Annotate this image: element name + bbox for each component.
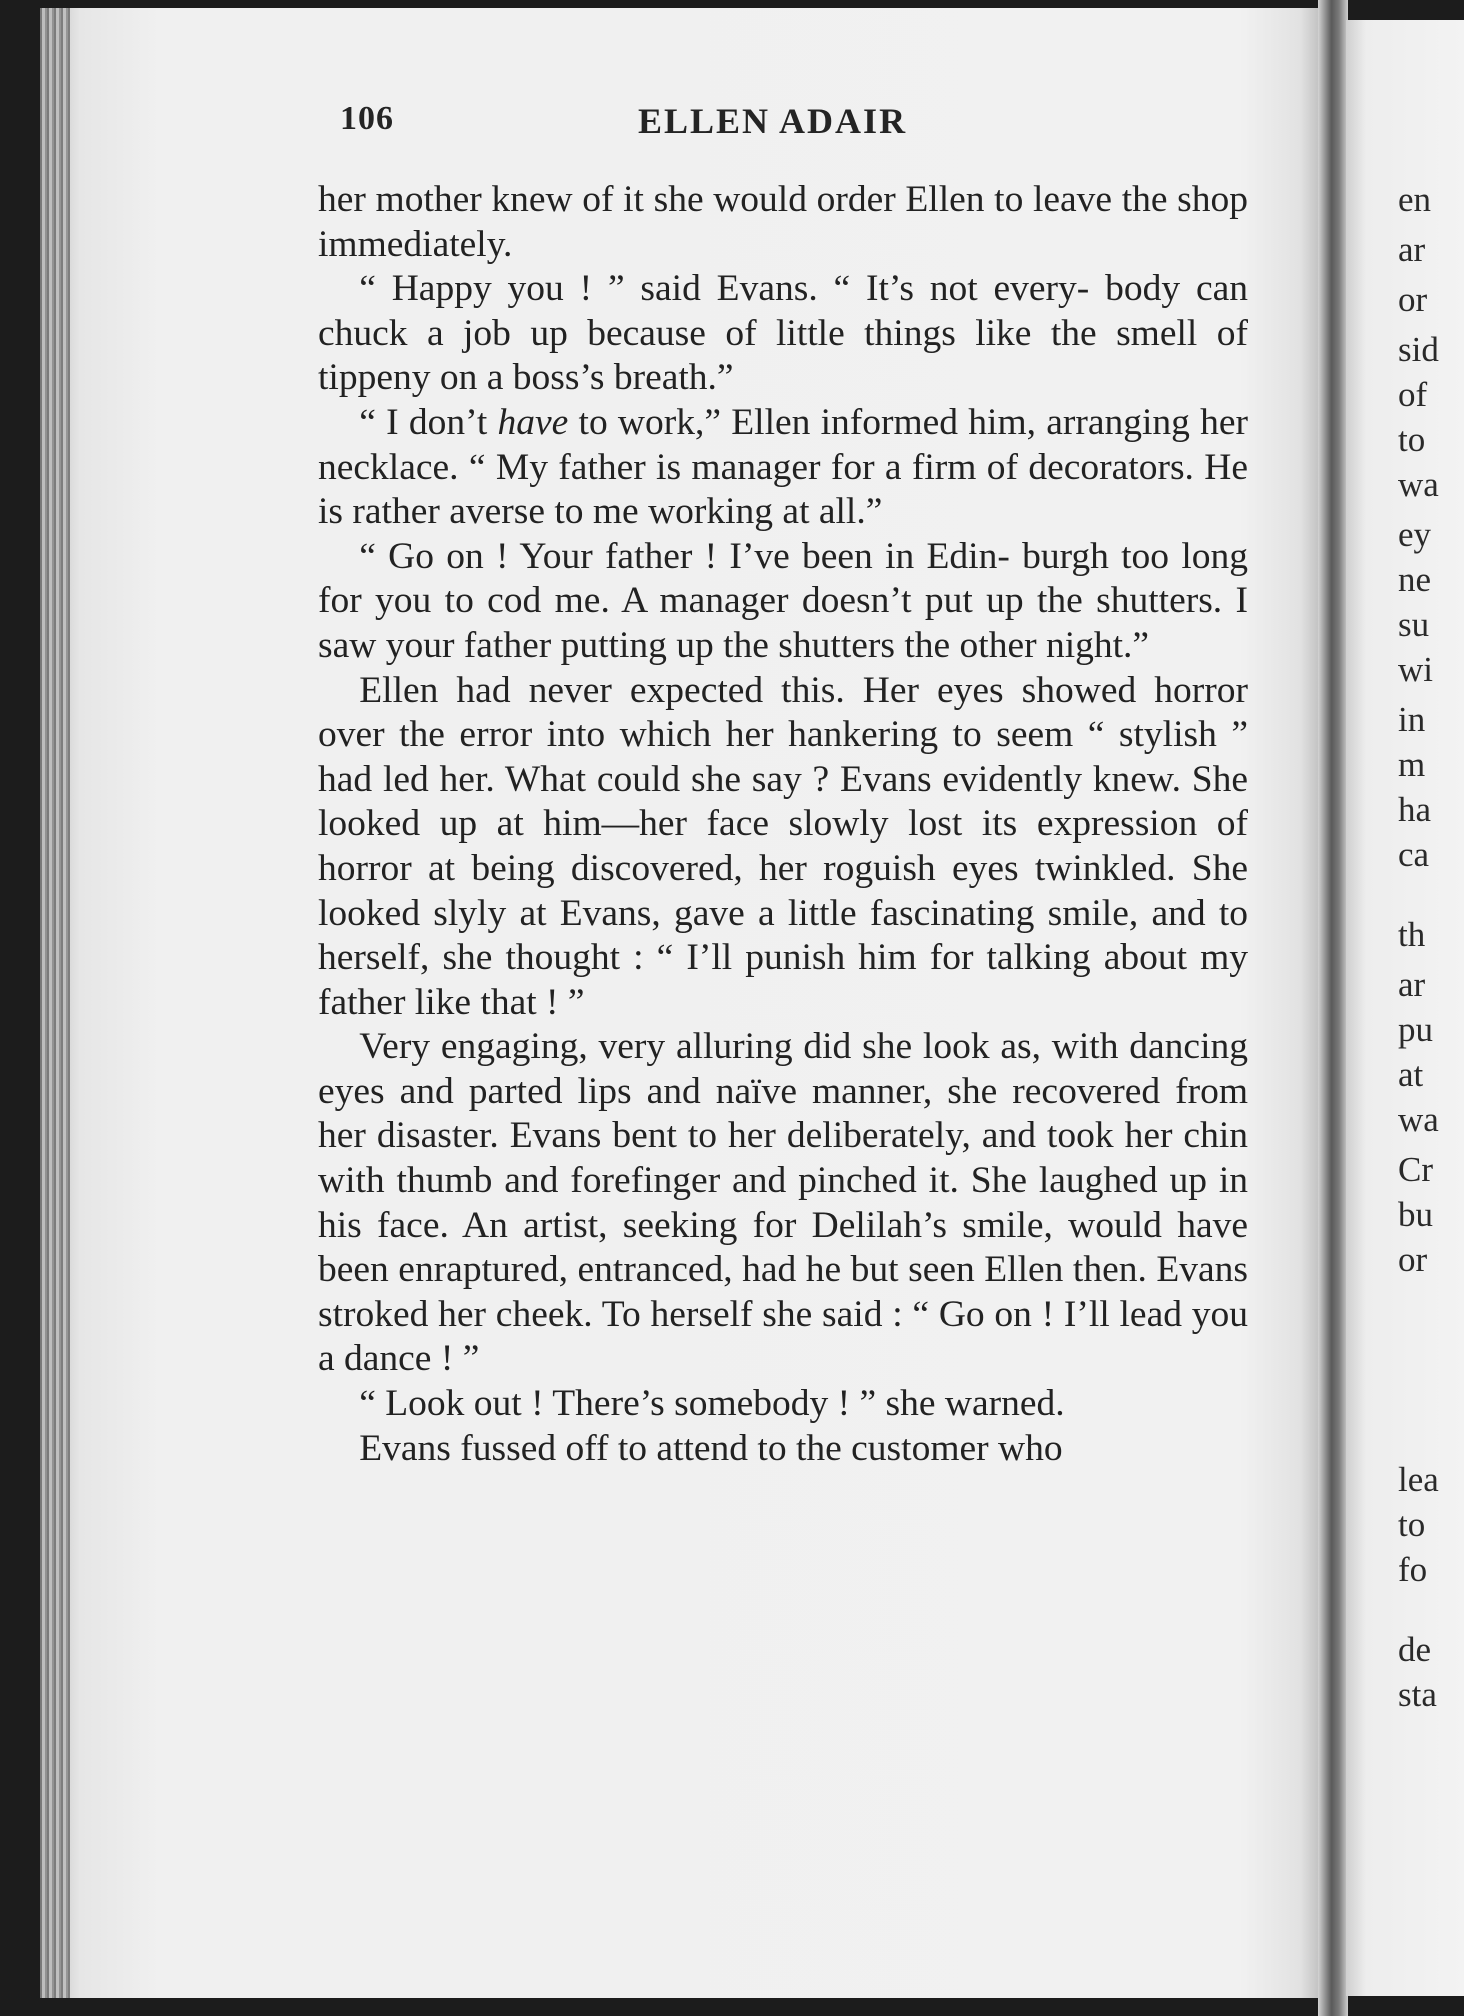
right-page-line: at [1398,1055,1424,1094]
right-page-line: to [1398,420,1426,459]
right-page-line: wa [1398,465,1439,504]
right-page-line: ca [1398,835,1430,874]
right-page-line: ar [1398,230,1426,269]
book-gutter [1318,0,1348,2016]
right-page-line: sta [1398,1675,1437,1714]
paragraph: “ Look out ! There’s somebody ! ” she warned. [359,1383,1065,1425]
right-page-line: Cr [1398,1150,1433,1189]
right-page-line: wi [1398,650,1433,689]
right-page-line: fo [1398,1550,1428,1589]
right-page-line: ha [1398,790,1432,829]
paragraph: “ Happy you ! ” said Evans. “ It’s not every- body can chuck a job up because of little things like the smell of tippeny on a boss’s breath.” [318,268,1248,399]
right-page-line: ar [1398,965,1426,1004]
right-page-line: ey [1398,515,1432,554]
page-number: 106 [340,100,394,137]
paragraph: Ellen had never expected this. Her eyes showed horror over the error into which her hankering to seem “ stylish ” had led her. What could she say ? Evans evidently knew. She looked up at him—her face slowly lost its expression of horror at being discovered, her roguish eyes twinkled. She looked slyly at Evans, gave a little fascinating smile, and to herself, she thought : “ I’ll punish him for talking about my father like that ! ” [318,669,1248,1023]
paragraph-text: “ I don’t [359,401,498,443]
right-page-line: in [1398,700,1426,739]
page-edge-stack [40,8,70,1998]
right-page-line: ne [1398,560,1432,599]
right-page-line: su [1398,605,1430,644]
paragraph-text: to work,” Ellen informed him, arranging her necklace. “ My father is manager for a firm of decorators. He is rather averse to me working at all.” [318,401,1248,533]
paragraph: Very engaging, very alluring did she look as, with dancing eyes and parted lips and naïve manner, she recovered from her disaster. Evans bent to her deliberately, and took her chin with thumb and forefinger and pinched it. She laughed up in his face. An artist, seeking for Delilah’s smile, would have been enraptured, entranced, had he but seen Ellen then. Evans stroked her cheek. To herself she said : “ Go on ! I’ll lead you a dance ! ” [318,1026,1248,1380]
right-page-line: to [1398,1505,1426,1544]
paragraph: her mother knew of it she would order Ellen to leave the shop immediately. [318,179,1248,265]
right-page-line: de [1398,1630,1432,1669]
right-page-line: or [1398,280,1428,319]
right-page-line: bu [1398,1195,1433,1234]
right-page-line: wa [1398,1100,1439,1139]
page-header [340,100,980,152]
right-page-line: pu [1398,1010,1433,1049]
running-head: ELLEN ADAIR [638,101,908,141]
right-page-line: lea [1398,1460,1439,1499]
paragraph [318,401,1248,535]
emphasis-text: have [497,401,569,443]
right-page-line: or [1398,1240,1428,1279]
right-page-line: en [1398,180,1432,219]
right-page-line: of [1398,375,1428,414]
right-page-line: sid [1398,330,1439,369]
paragraph: “ Go on ! Your father ! I’ve been in Edin- burgh too long for you to cod me. A manager doesn’t put up the shutters. I saw your father putting up the shutters the other night.” [318,535,1248,666]
right-page-fragment [1346,20,1464,1996]
right-page-line: th [1398,915,1426,954]
paragraph: Evans fussed off to attend to the customer who [359,1427,1063,1469]
right-page-line: m [1398,745,1426,784]
body-text [318,178,1248,1471]
